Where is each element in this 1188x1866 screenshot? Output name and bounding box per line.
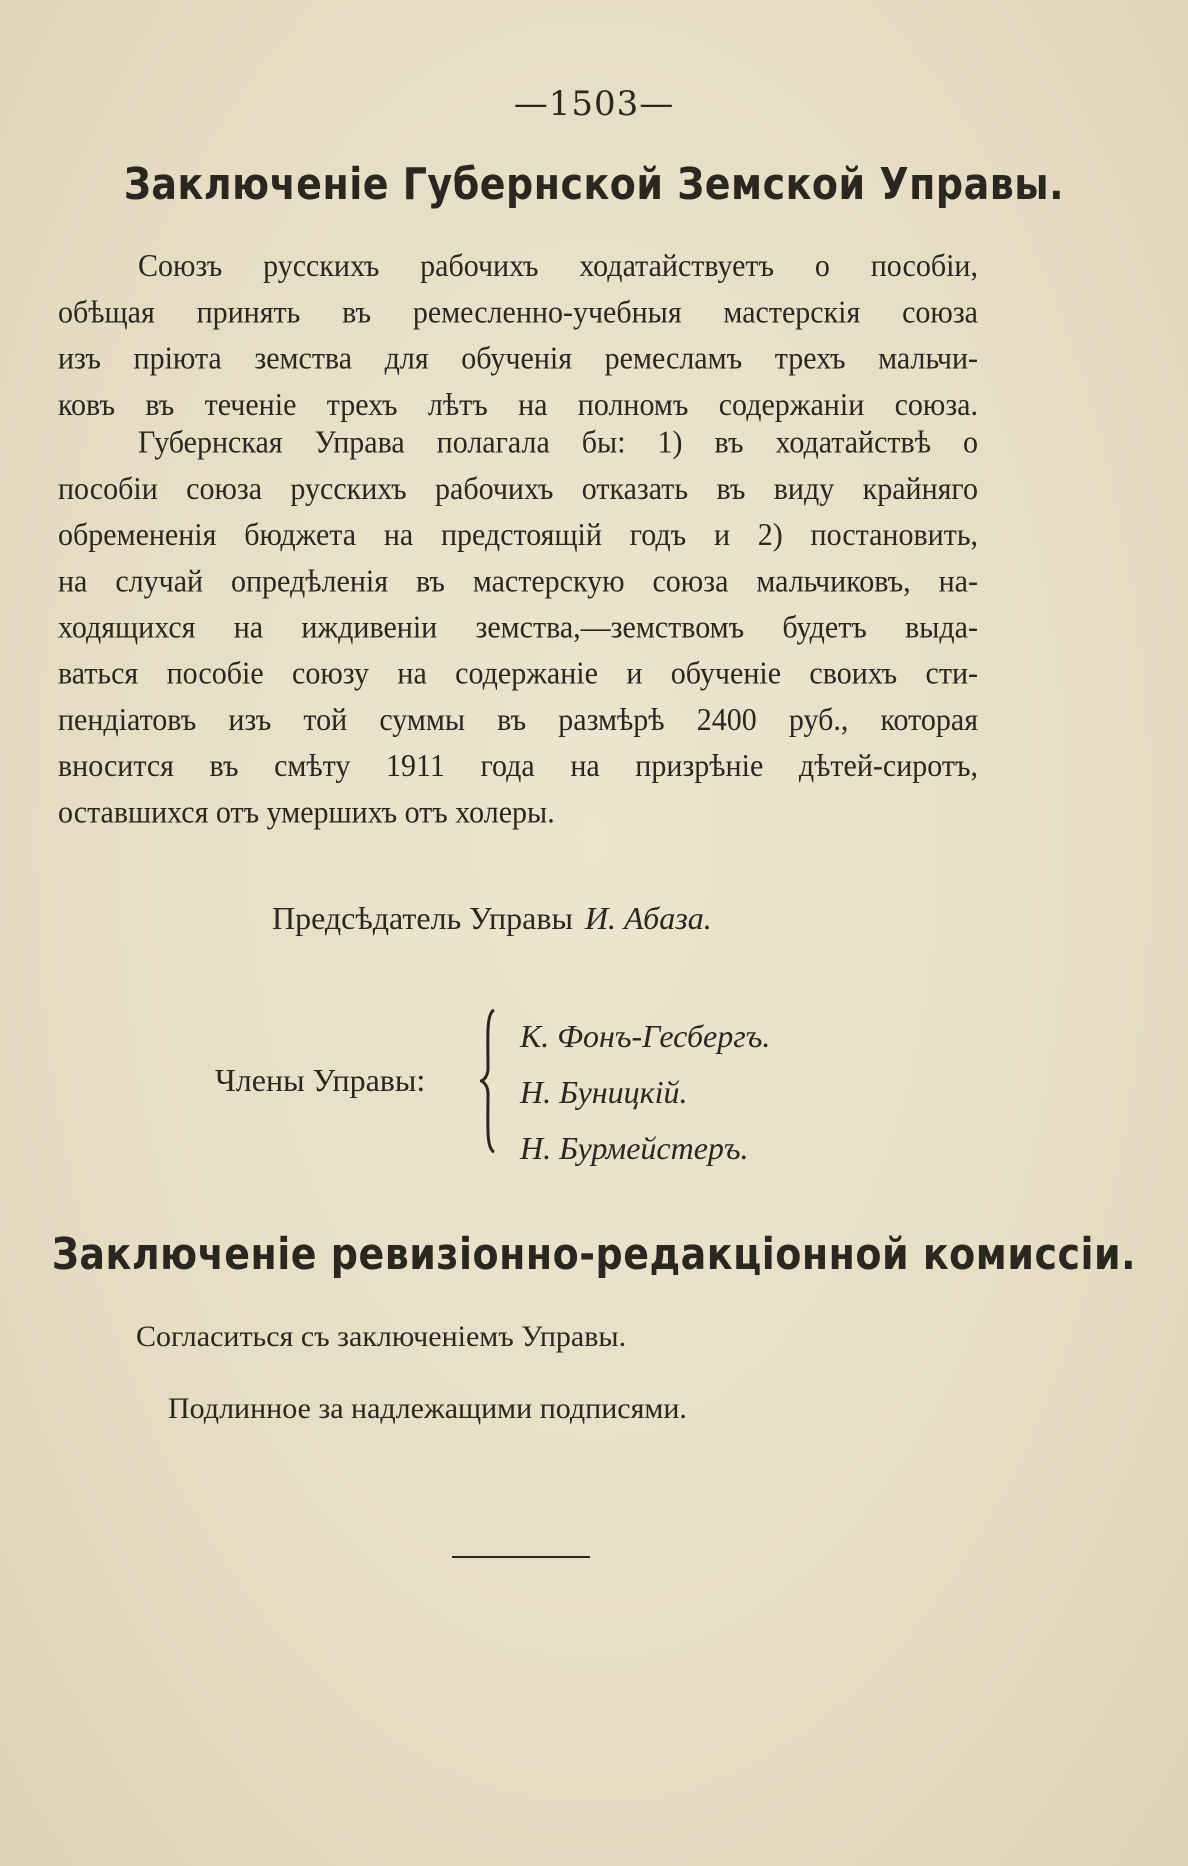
text-line: оставшихся отъ умершихъ отъ холеры. xyxy=(58,794,555,830)
text-line: обремененія бюджета на предстоящій годъ и 2) постановить, xyxy=(58,517,978,553)
member-name: Н. Бурмейстеръ. xyxy=(520,1130,749,1166)
paragraph-union-request xyxy=(58,244,978,429)
curly-brace-icon xyxy=(480,1008,498,1154)
text-line: Союзъ русскихъ рабочихъ ходатайствуетъ о пособіи, xyxy=(138,248,978,284)
member-name: Н. Буницкій. xyxy=(520,1074,688,1110)
text-line: пособіи союза русскихъ рабочихъ отказать въ виду крайняго xyxy=(58,471,978,507)
chairman-label: Предсѣдатель Управы xyxy=(272,900,573,936)
page-number: —1503— xyxy=(513,84,675,124)
text-line: ходящихся на иждивеніи земства,—земствомъ будетъ выда- xyxy=(58,610,978,645)
chairman-name: И. Абаза. xyxy=(584,900,712,936)
text-line: Губернская Управа полагала бы: 1) въ ходатайствѣ о xyxy=(138,425,978,460)
members-label: Члены Управы: xyxy=(215,1062,426,1098)
heading-zemstvo-conclusion: Заключеніе Губернской Земской Управы. xyxy=(123,158,1065,210)
text-line: обѣщая принять въ ремесленно-учебныя мастерскія союза xyxy=(58,295,978,330)
text-line: изъ пріюта земства для обученія ремесламъ трехъ мальчи- xyxy=(58,341,978,376)
commission-conclusion: Согласиться съ заключеніемъ Управы. xyxy=(136,1320,627,1353)
text-line: вносится въ смѣту 1911 года на призрѣніе дѣтей-сиротъ, xyxy=(58,748,978,784)
member-name: К. Фонъ-Гесбергъ. xyxy=(520,1018,771,1054)
text-line: на случай опредѣленія въ мастерскую союза мальчиковъ, на- xyxy=(58,563,978,599)
closing-divider xyxy=(452,1556,590,1558)
chairman-signature xyxy=(272,900,712,937)
heading-revision-commission: Заключеніе ревизіонно-редакціонной комиссіи. xyxy=(51,1228,1137,1280)
members-list xyxy=(520,1008,770,1176)
text-line: пендіатовъ изъ той суммы въ размѣрѣ 2400 руб., которая xyxy=(58,702,978,738)
signature-note: Подлинное за надлежащими подписями. xyxy=(168,1392,687,1425)
text-line: ваться пособіе союзу на содержаніе и обученіе своихъ сти- xyxy=(58,656,978,691)
text-line: ковъ въ теченіе трехъ лѣтъ на полномъ содержаніи союза. xyxy=(58,387,978,423)
paragraph-board-decision xyxy=(58,420,978,836)
